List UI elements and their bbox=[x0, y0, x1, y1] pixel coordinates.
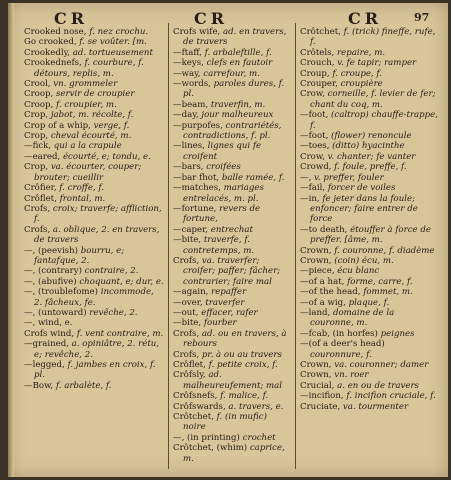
dictionary-entry bbox=[24, 131, 164, 141]
entry-definition: f. arbaleftille, f. bbox=[201, 47, 272, 58]
dictionary-entry bbox=[24, 48, 164, 58]
entry-definition: vn. grommeler bbox=[50, 79, 118, 90]
dictionary-entry bbox=[173, 329, 291, 350]
entry-headword: —fick, bbox=[24, 141, 52, 152]
entry-definition: mariages entrelacés, m. pl. bbox=[183, 183, 264, 204]
dictionary-entry bbox=[173, 298, 291, 308]
entry-headword: —over, bbox=[173, 297, 203, 308]
entry-definition: contraire, 2. bbox=[81, 266, 139, 277]
entry-headword: —, (peevish) bbox=[24, 245, 78, 256]
dictionary-entry bbox=[300, 339, 440, 360]
entry-headword: Cruciate, bbox=[300, 401, 341, 412]
dictionary-entry bbox=[173, 256, 291, 287]
entry-definition: lignes qui fe croifent bbox=[183, 141, 262, 162]
dictionary-entry bbox=[24, 37, 164, 47]
entry-headword: Crôflet, bbox=[24, 193, 57, 204]
entry-definition: f. croffe, f. bbox=[56, 183, 104, 194]
entry-headword: Crôfswards, bbox=[173, 401, 226, 412]
entry-definition: f. (trick) fineffe, rufe, f. bbox=[310, 27, 436, 48]
entry-definition: servir de croupier bbox=[53, 89, 135, 100]
entry-headword: —legged, bbox=[24, 360, 65, 370]
entry-definition: bourru, e; fantafque, 2. bbox=[34, 245, 125, 266]
entry-headword: Crôfsnefs, bbox=[173, 391, 218, 402]
dictionary-entry bbox=[24, 329, 164, 339]
entry-definition: incommode, 2. fâcheux, fe. bbox=[34, 287, 154, 308]
entry-definition: cheval écourté, m. bbox=[48, 131, 132, 142]
dictionary-entry bbox=[24, 194, 164, 204]
entry-headword: —bite, bbox=[173, 318, 202, 329]
dictionary-entry bbox=[24, 152, 164, 162]
header-right-guide: CR bbox=[348, 9, 383, 28]
dictionary-entry bbox=[300, 402, 440, 412]
header-middle-guide: CR bbox=[194, 9, 229, 28]
entry-definition: domaine de la couronne, m. bbox=[310, 307, 395, 329]
entry-headword: Crop of a whip, bbox=[24, 120, 91, 131]
dictionary-entry bbox=[173, 370, 291, 391]
dictionary-entry bbox=[173, 318, 291, 328]
entry-headword: —day, bbox=[173, 110, 199, 121]
entry-definition: f. arbalète, f. bbox=[53, 380, 112, 391]
entry-definition: f. se voûter. [m. bbox=[76, 37, 147, 48]
entry-definition: pr. à ou au travers bbox=[199, 349, 282, 360]
entry-headword: —of the head, bbox=[300, 287, 361, 298]
page-header bbox=[8, 9, 448, 29]
entry-headword: —fcab, (in horfes) bbox=[300, 328, 378, 339]
entry-headword: —incifion, bbox=[300, 391, 344, 402]
entry-definition: repaffer bbox=[208, 287, 247, 298]
entry-definition: (caltrop) chauffe-trappe, f. bbox=[310, 110, 438, 131]
entry-definition: f. jambes en croix, f. pl. bbox=[34, 360, 156, 381]
entry-headword: —, bbox=[300, 172, 312, 183]
entry-definition: (flower) renoncule bbox=[328, 131, 412, 142]
entry-headword: —fortune, bbox=[173, 203, 217, 214]
dictionary-entry bbox=[173, 58, 291, 68]
dictionary-entry bbox=[24, 204, 164, 225]
dictionary-entry bbox=[173, 100, 291, 110]
dictionary-entry bbox=[300, 89, 440, 110]
dictionary-entry bbox=[24, 318, 164, 328]
entry-headword: —out, bbox=[173, 307, 199, 318]
entry-headword: Crop, bbox=[24, 162, 49, 173]
entry-definition: forme, carre, f. bbox=[344, 276, 413, 287]
entry-headword: Go crooked, bbox=[24, 37, 77, 48]
page-number: 97 bbox=[414, 11, 430, 24]
entry-definition: écourté, e; tondu, e. bbox=[60, 151, 151, 162]
entry-definition: contrariétés, contradictions, f. pl. bbox=[183, 120, 282, 142]
dictionary-entry bbox=[24, 266, 164, 276]
entry-headword: —in, bbox=[300, 193, 320, 204]
dictionary-entry bbox=[173, 69, 291, 79]
dictionary-entry bbox=[300, 381, 440, 391]
dictionary-entry bbox=[300, 298, 440, 308]
entry-definition: traverfer bbox=[202, 297, 245, 308]
entry-headword: Crooked nose, bbox=[24, 27, 87, 37]
entry-definition: écu blanc bbox=[334, 266, 380, 277]
entry-headword: —bar fhot, bbox=[173, 172, 220, 183]
dictionary-entry bbox=[300, 173, 440, 183]
dictionary-entry bbox=[24, 225, 164, 246]
entry-definition: va. écourter, couper; brouter; cueillir bbox=[34, 162, 142, 183]
dictionary-entry bbox=[300, 58, 440, 68]
entry-definition: ad. ou en travers, à rebours bbox=[183, 328, 287, 350]
dictionary-entry bbox=[300, 69, 440, 79]
entry-definition: f. croupier, m. bbox=[53, 99, 117, 110]
dictionary-entry bbox=[173, 308, 291, 318]
entry-definition: a. opiniâtre, 2. rétu, e; revêche, 2. bbox=[34, 339, 160, 360]
entry-definition: f. incifion cruciale, f. bbox=[343, 391, 436, 402]
entry-headword: Crown, bbox=[300, 360, 332, 370]
entry-definition: peignes bbox=[377, 328, 415, 339]
dictionary-entry bbox=[173, 162, 291, 172]
entry-headword: —, (abufive) bbox=[24, 276, 77, 287]
dictionary-entry bbox=[300, 152, 440, 162]
entry-definition: f. malice, f. bbox=[217, 391, 269, 402]
entry-definition: clefs en fautoir bbox=[203, 58, 273, 69]
dictionary-entry bbox=[300, 391, 440, 401]
dictionary-entry bbox=[24, 141, 164, 151]
entry-headword: Crofs, bbox=[173, 328, 200, 339]
entry-headword: Crookednefs, bbox=[24, 58, 82, 69]
dictionary-entry bbox=[173, 225, 291, 235]
entry-headword: Crofs, bbox=[173, 255, 200, 266]
entry-headword: Crôtchet, bbox=[300, 27, 341, 37]
entry-definition: caprice, m. bbox=[183, 443, 285, 464]
entry-definition: a. travers, e. bbox=[225, 401, 284, 412]
dictionary-entry bbox=[300, 27, 440, 48]
entry-headword: —way, bbox=[173, 68, 201, 79]
entry-headword: —caper, bbox=[173, 224, 209, 235]
entry-headword: Crop, bbox=[24, 131, 49, 142]
entry-headword: Crool, bbox=[24, 79, 51, 90]
column-divider bbox=[295, 23, 296, 469]
entry-headword: Crown, bbox=[300, 245, 332, 256]
entry-definition: fe jeter dans la foule; enfoncer; faire entrer de force bbox=[310, 193, 418, 225]
entry-definition: (coin) écu, m. bbox=[331, 255, 394, 266]
entry-definition: entrechat bbox=[208, 224, 253, 235]
entry-headword: —bars, bbox=[173, 162, 204, 173]
entry-headword: —Bow, bbox=[24, 380, 54, 391]
entry-definition: f. couronne, f. diadème bbox=[331, 245, 435, 256]
dictionary-entry bbox=[173, 141, 291, 162]
entry-definition: fommet, m. bbox=[360, 287, 413, 298]
dictionary-entry bbox=[300, 277, 440, 287]
dictionary-entry bbox=[173, 173, 291, 183]
entry-headword: Crôfsly, bbox=[173, 370, 206, 381]
entry-definition: fourber bbox=[201, 318, 237, 329]
entry-headword: —beam, bbox=[173, 99, 209, 110]
dictionary-entry bbox=[24, 246, 164, 267]
dictionary-entry bbox=[24, 27, 164, 37]
entry-definition: f. croupe, f. bbox=[329, 68, 382, 79]
entry-headword: Crôfier, bbox=[24, 183, 57, 194]
dictionary-entry bbox=[173, 183, 291, 204]
dictionary-entry bbox=[300, 131, 440, 141]
entry-definition: (ditto) hyacinthe bbox=[329, 141, 405, 152]
entry-headword: Crouper, bbox=[300, 79, 338, 90]
entry-definition: forcer de voiles bbox=[325, 183, 396, 194]
entry-definition: croix; traverfe; affliction, f. bbox=[34, 203, 162, 225]
entry-headword: Crookedly, bbox=[24, 47, 71, 58]
entry-headword: Crôflet, bbox=[173, 360, 206, 370]
dictionary-entry bbox=[24, 162, 164, 183]
entry-headword: Crouch, bbox=[300, 58, 335, 69]
dictionary-entry bbox=[173, 412, 291, 433]
dictionary-entry bbox=[173, 235, 291, 256]
dictionary-entry bbox=[173, 391, 291, 401]
entry-headword: —, (troublefome) bbox=[24, 287, 98, 298]
entry-definition: v. fe tapir; ramper bbox=[334, 58, 417, 69]
entry-headword: Crôtchet, bbox=[173, 412, 214, 423]
entry-headword: Crucial, bbox=[300, 380, 335, 391]
dictionary-entry bbox=[300, 79, 440, 89]
dictionary-entry bbox=[300, 266, 440, 276]
entry-headword: —of a hat, bbox=[300, 276, 345, 287]
entry-headword: —(of a deer's head) bbox=[300, 339, 385, 350]
entry-definition: plaque, f. bbox=[345, 297, 390, 308]
entry-definition: jabot, m. récolte, f. bbox=[48, 110, 134, 121]
entry-headword: —piece, bbox=[300, 266, 335, 277]
entry-headword: —fail, bbox=[300, 183, 326, 194]
entry-headword: Croop, bbox=[24, 89, 54, 100]
entry-definition: paroles dures, f. pl. bbox=[183, 79, 285, 100]
dictionary-entry bbox=[173, 79, 291, 100]
entry-definition: f. nez crochu. bbox=[86, 27, 149, 37]
entry-definition: f. foule, preffe, f. bbox=[331, 162, 407, 173]
dictionary-entry bbox=[24, 360, 164, 381]
entry-definition: ad. en travers, de travers bbox=[183, 27, 287, 48]
dictionary-entry bbox=[173, 121, 291, 142]
entry-headword: Crôtels, bbox=[300, 47, 335, 58]
dictionary-entry bbox=[173, 360, 291, 370]
entry-headword: —keys, bbox=[173, 58, 204, 69]
dictionary-entry bbox=[173, 48, 291, 58]
dictionary-column-left bbox=[24, 27, 164, 467]
entry-definition: balle ramée, f. bbox=[219, 172, 285, 183]
dictionary-entry bbox=[24, 121, 164, 131]
entry-headword: —bite, bbox=[173, 235, 202, 246]
dictionary-entry bbox=[173, 433, 291, 443]
dictionary-column-right bbox=[300, 27, 440, 467]
dictionary-entry bbox=[24, 79, 164, 89]
dictionary-entry bbox=[300, 370, 440, 380]
entry-definition: étouffer à force de preffer. [âme, m. bbox=[310, 224, 431, 246]
dictionary-entry bbox=[24, 277, 164, 287]
entry-headword: —again, bbox=[173, 287, 209, 298]
entry-headword: Crowd, bbox=[300, 162, 332, 173]
entry-headword: Crofs wind, bbox=[24, 328, 75, 339]
entry-definition: carrefour, m. bbox=[200, 68, 260, 79]
entry-headword: —, wind, e. bbox=[24, 318, 73, 329]
entry-headword: —eared, bbox=[24, 151, 61, 162]
dictionary-entry bbox=[173, 27, 291, 48]
dictionary-entry bbox=[173, 287, 291, 297]
entry-definition: crochet bbox=[239, 432, 276, 443]
dictionary-entry bbox=[173, 110, 291, 120]
entry-headword: Crop, bbox=[24, 110, 49, 121]
dictionary-entry bbox=[300, 308, 440, 329]
dictionary-entry bbox=[173, 350, 291, 360]
entry-definition: verge, f. bbox=[90, 120, 130, 131]
entry-headword: —words, bbox=[173, 79, 211, 90]
entry-definition: v. chanter; fe vanter bbox=[324, 151, 416, 162]
entry-headword: —of a wig, bbox=[300, 297, 346, 308]
entry-definition: va. tourmenter bbox=[340, 401, 409, 412]
entry-definition: v. preffer, fouler bbox=[311, 172, 384, 183]
dictionary-entry bbox=[24, 110, 164, 120]
dictionary-entry bbox=[300, 225, 440, 246]
entry-definition: traverfe, f. contretemps, m. bbox=[183, 235, 255, 256]
entry-definition: a. en ou de travers bbox=[334, 380, 419, 391]
entry-headword: —matches, bbox=[173, 183, 221, 194]
entry-definition: croifées bbox=[203, 162, 241, 173]
dictionary-entry bbox=[300, 162, 440, 172]
dictionary-entry bbox=[300, 194, 440, 225]
entry-headword: Crofs, bbox=[24, 224, 51, 235]
entry-headword: Crow, bbox=[300, 151, 325, 162]
entry-headword: —foot, bbox=[300, 131, 329, 142]
entry-definition: revers de fortune, bbox=[183, 203, 261, 225]
entry-headword: —lines, bbox=[173, 141, 205, 152]
entry-headword: —land, bbox=[300, 307, 331, 318]
dictionary-entry bbox=[173, 443, 291, 464]
entry-definition: croupière bbox=[337, 79, 383, 90]
entry-headword: —foot, bbox=[300, 110, 329, 121]
entry-definition: jour malheureux bbox=[198, 110, 274, 121]
entry-definition: revêche, 2. bbox=[86, 307, 138, 318]
entry-headword: Crown, bbox=[300, 255, 332, 266]
entry-definition: f. (in mufic) noire bbox=[183, 412, 267, 433]
entry-headword: Croop, bbox=[24, 99, 54, 110]
entry-definition: vn. roer bbox=[331, 370, 369, 381]
entry-definition: choquant, e; dur, e. bbox=[76, 276, 164, 287]
dictionary-entry bbox=[300, 256, 440, 266]
entry-headword: —, (contrary) bbox=[24, 266, 82, 277]
entry-headword: —grained, bbox=[24, 339, 69, 350]
dictionary-entry bbox=[300, 48, 440, 58]
entry-headword: —purpofes, bbox=[173, 120, 223, 131]
dictionary-entry bbox=[300, 329, 440, 339]
column-divider bbox=[168, 23, 169, 469]
entry-definition: va. traverfer; croifer; paffer; fâcher; contrarier; faire mal bbox=[183, 255, 281, 287]
dictionary-entry bbox=[300, 360, 440, 370]
dictionary-entry bbox=[173, 204, 291, 225]
header-left-guide: CR bbox=[54, 9, 89, 28]
entry-definition: couronnure, f. bbox=[310, 349, 372, 360]
dictionary-entry bbox=[24, 381, 164, 391]
dictionary-entry bbox=[300, 110, 440, 131]
dictionary-entry bbox=[300, 183, 440, 193]
dictionary-entry bbox=[24, 183, 164, 193]
entry-definition: corneille, f. levier de fer; chant du coq, m. bbox=[310, 89, 436, 110]
dictionary-entry bbox=[173, 402, 291, 412]
dictionary-column-middle bbox=[173, 27, 291, 467]
dictionary-entry bbox=[24, 58, 164, 79]
entry-definition: ad. malheureufement; mal bbox=[183, 370, 283, 391]
entry-headword: Croup, bbox=[300, 68, 330, 79]
entry-definition: f. vent contraire, m. bbox=[74, 328, 164, 339]
dictionary-entry bbox=[24, 308, 164, 318]
entry-headword: —ftaff, bbox=[173, 47, 202, 58]
entry-headword: Crow, bbox=[300, 89, 325, 100]
dictionary-page bbox=[8, 3, 448, 477]
entry-headword: Crofs wife, bbox=[173, 27, 221, 37]
entry-headword: —toes, bbox=[300, 141, 330, 152]
dictionary-entry bbox=[300, 246, 440, 256]
entry-definition: qui a la crapule bbox=[51, 141, 122, 152]
dictionary-entry bbox=[24, 89, 164, 99]
entry-definition: f. courbure, f. détours, replis, m. bbox=[34, 58, 144, 79]
entry-definition: f. petite croix, f. bbox=[205, 360, 278, 370]
entry-headword: Crôtchet, (whim) bbox=[173, 443, 248, 454]
entry-definition: repaire, m. bbox=[334, 47, 386, 58]
entry-headword: Crown, bbox=[300, 370, 332, 381]
entry-definition: a. oblique, 2. en travers, de travers bbox=[34, 224, 160, 246]
dictionary-entry bbox=[300, 141, 440, 151]
entry-headword: Crofs, bbox=[24, 203, 51, 214]
dictionary-entry bbox=[24, 287, 164, 308]
dictionary-entry bbox=[24, 100, 164, 110]
entry-headword: —, (in printing) bbox=[173, 432, 240, 443]
book-spine-shadow bbox=[8, 3, 14, 477]
entry-definition: va. couronner; damer bbox=[331, 360, 429, 370]
entry-headword: Crofs, bbox=[173, 349, 200, 360]
entry-definition: effacer, rafer bbox=[198, 307, 258, 318]
entry-definition: ad. tortueusement bbox=[70, 47, 153, 58]
entry-headword: —to death, bbox=[300, 224, 348, 235]
entry-definition: frontal, m. bbox=[56, 193, 106, 204]
dictionary-entry bbox=[300, 287, 440, 297]
dictionary-entry bbox=[24, 339, 164, 360]
entry-definition: traverfin, m. bbox=[208, 99, 266, 110]
entry-headword: —, (untoward) bbox=[24, 307, 87, 318]
